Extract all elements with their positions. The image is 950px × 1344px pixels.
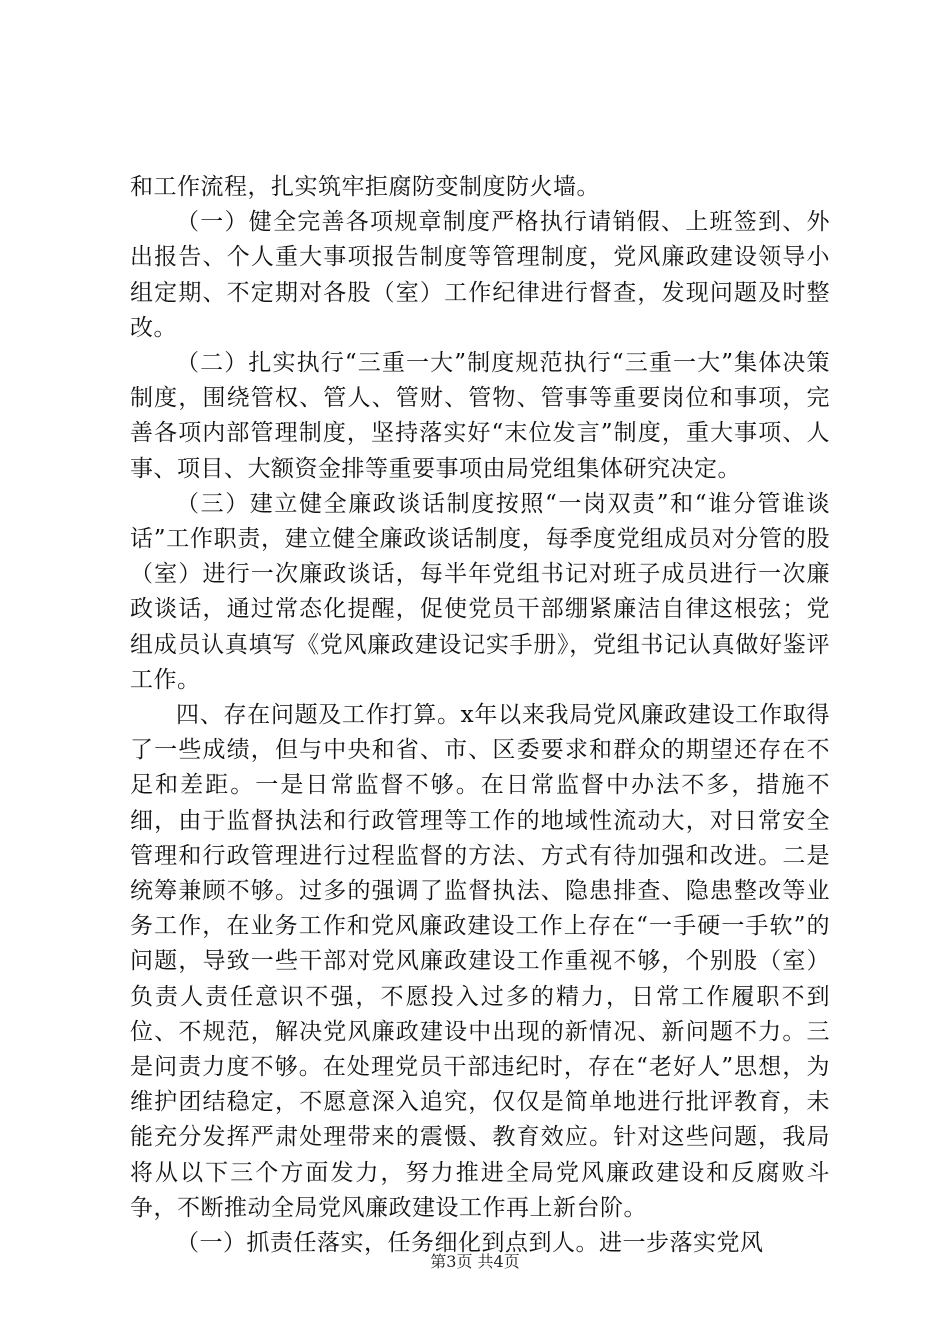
document-body	[130, 170, 830, 1261]
paragraph-continuation: 和工作流程，扎实筑牢拒腐防变制度防火墙。	[130, 174, 600, 200]
paragraph-three-important-one-large: （二）扎实执行“三重一大”制度规范执行“三重一大”集体决策制度，围绕管权、管人、管财、管物、管事等重要岗位和事项，完善各项内部管理制度，坚持落实好“末位发言”制度，重大事项、人事、项目、大额资金排等重要事项由局党组集体研究决定。	[130, 350, 830, 482]
paragraph-responsibility: （一）抓责任落实，任务细化到点到人。进一步落实党风	[176, 1230, 764, 1257]
paragraph-problems-and-plans: 四、存在问题及工作打算。x年以来我局党风廉政建设工作取得了一些成绩，但与中央和省、市、区委要求和群众的期望还存在不足和差距。一是日常监督不够。在日常监督中办法不多，措施不细，由于监督执法和行政管理等工作的地域性流动大，对日常安全管理和行政管理进行过程监督的方法、方式有待加强和改进。二是统筹兼顾不够。过多的强调了监督执法、隐患排查、隐患整改等业务工作，在业务工作和党风廉政建设工作上存在“一手硬一手软”的问题，导致一些干部对党风廉政建设工作重视不够，个别股（室）负责人责任意识不强，不愿投入过多的精力，日常工作履职不到位、不规范，解决党风廉政建设中出现的新情况、新问题不力。三是问责力度不够。在处理党员干部违纪时，存在“老好人”思想，为维护团结稳定，不愿意深入追究，仅仅是简单地进行批评教育，未能充分发挥严肃处理带来的震慑、教育效应。针对这些问题，我局将从以下三个方面发力，努力推进全局党风廉政建设和反腐败斗争，不断推动全局党风廉政建设工作再上新台阶。	[130, 702, 830, 1221]
paragraph-integrity-talk: （三）建立健全廉政谈话制度按照“一岗双责”和“谁分管谁谈话”工作职责，建立健全廉政谈话制度，每季度党组成员对分管的股（室）进行一次廉政谈话，每半年党组书记对班子成员进行一次廉政谈话，通过常态化提醒，促使党员干部绷紧廉洁自律这根弦；党组成员认真填写《党风廉政建设记实手册》，党组书记认真做好鉴评工作。	[130, 490, 830, 693]
page-footer: 第3页 共4页	[430, 1252, 520, 1271]
paragraph-rules-system: （一）健全完善各项规章制度严格执行请销假、上班签到、外出报告、个人重大事项报告制度等管理制度，党风廉政建设领导小组定期、不定期对各股（室）工作纪律进行督查，发现问题及时整改。	[130, 209, 830, 341]
